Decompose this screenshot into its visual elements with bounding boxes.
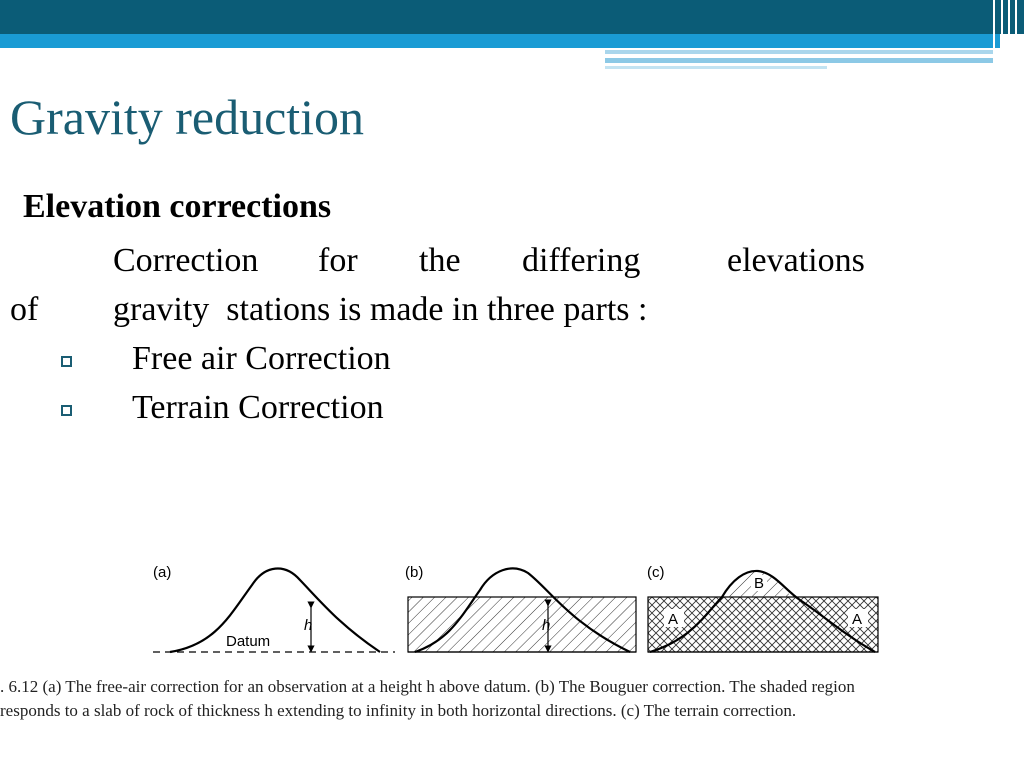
paragraph-word: the (419, 242, 461, 279)
panel-b-label: (b) (405, 564, 424, 581)
panel-b (405, 564, 636, 652)
panel-a-label: (a) (153, 564, 172, 581)
figure-caption-line: responds to a slab of rock of thickness h extending to infinity in both horizontal directions. (c) The terrain correction. (0, 701, 797, 720)
header-divider (993, 0, 995, 68)
figure-diagram (0, 545, 1024, 665)
region-a-label: A (852, 611, 863, 628)
gravity-correction-figure (0, 545, 1024, 745)
bullet-item: Terrain Correction (132, 389, 384, 426)
paragraph-word: elevations (727, 242, 865, 279)
panel-c (647, 564, 878, 652)
header-divider (1015, 0, 1017, 68)
height-label: h (304, 617, 313, 634)
paragraph-word: Correction (113, 242, 259, 279)
bullet-square-icon (61, 356, 72, 367)
panel-c-label: (c) (647, 564, 665, 581)
paragraph-line: gravity stations is made in three parts : (113, 291, 648, 328)
region-b-label: B (754, 575, 765, 592)
header-bar-light (0, 34, 1000, 48)
header-bar-dark (0, 0, 1024, 34)
header-accent-line (605, 50, 995, 54)
section-heading: Elevation corrections (23, 188, 332, 225)
header-accent-line (605, 58, 995, 63)
bouguer-slab (408, 597, 636, 652)
datum-label: Datum (226, 633, 271, 650)
header-divider (1008, 0, 1010, 68)
paragraph-word: differing (522, 242, 641, 279)
header-accent-line (605, 66, 827, 69)
panel-a (153, 564, 395, 652)
paragraph-word: for (318, 242, 358, 279)
slide-title: Gravity reduction (10, 89, 365, 145)
paragraph-word: of (10, 291, 39, 328)
height-label: h (542, 617, 551, 634)
figure-caption-line: . 6.12 (a) The free-air correction for an observation at a height h above datum. (b) The Bouguer correction. The shaded region (0, 677, 855, 696)
region-a-label: A (668, 611, 679, 628)
header-divider (1001, 0, 1003, 68)
bullet-item: Free air Correction (132, 340, 391, 377)
terrain-profile (170, 569, 380, 652)
bullet-square-icon (61, 405, 72, 416)
